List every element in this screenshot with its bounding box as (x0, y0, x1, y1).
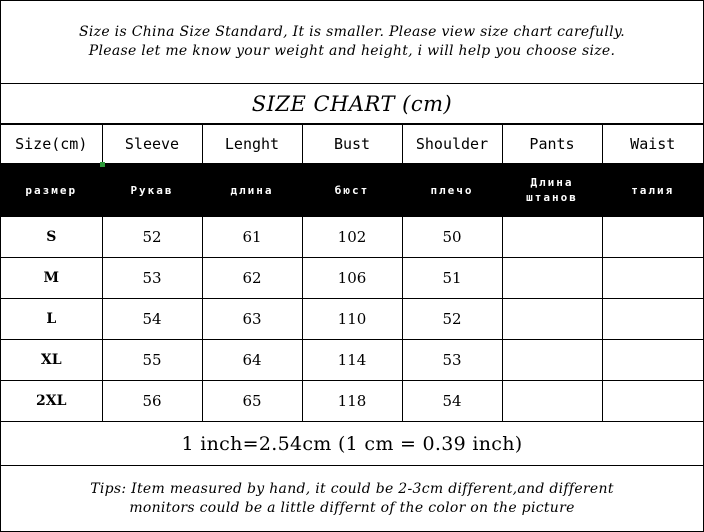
pants-cell (502, 299, 602, 340)
size-cell: 2XL (1, 381, 102, 422)
bust-cell: 102 (302, 217, 402, 258)
size-cell: S (1, 217, 102, 258)
sleeve-cell: 54 (102, 299, 202, 340)
size-notice (1, 1, 703, 84)
col-header-length: Lenght (202, 125, 302, 164)
waist-cell (602, 299, 703, 340)
size-cell: XL (1, 340, 102, 381)
table-row (1, 217, 703, 258)
size-cell: M (1, 258, 102, 299)
shoulder-cell: 54 (402, 381, 502, 422)
unit-conversion-bar (1, 421, 703, 466)
green-corner-mark (100, 162, 105, 167)
bust-cell: 114 (302, 340, 402, 381)
length-cell: 63 (202, 299, 302, 340)
chart-title: SIZE CHART (cm) (251, 91, 453, 116)
col-header-ru-length: длина (202, 164, 302, 217)
bust-cell: 118 (302, 381, 402, 422)
length-cell: 62 (202, 258, 302, 299)
table-row (1, 340, 703, 381)
col-header-ru-sleeve: Рукав (102, 164, 202, 217)
sleeve-cell: 55 (102, 340, 202, 381)
length-cell: 61 (202, 217, 302, 258)
sleeve-cell: 56 (102, 381, 202, 422)
size-cell: L (1, 299, 102, 340)
pants-cell (502, 381, 602, 422)
size-notice-line-2: Please let me know your weight and height, i will help you choose size. (88, 43, 616, 59)
col-header-waist: Waist (602, 125, 703, 164)
bust-cell: 110 (302, 299, 402, 340)
col-header-sleeve: Sleeve (102, 125, 202, 164)
col-header-pants: Pants (502, 125, 602, 164)
pants-cell (502, 258, 602, 299)
shoulder-cell: 51 (402, 258, 502, 299)
col-header-ru-bust: бюст (302, 164, 402, 217)
header-row-russian (1, 164, 703, 217)
col-header-ru-pants: Длина штанов (502, 164, 602, 217)
table-row (1, 258, 703, 299)
chart-title-bar (1, 84, 703, 124)
waist-cell (602, 340, 703, 381)
size-notice-line-1: Size is China Size Standard, It is smaller. Please view size chart carefully. (79, 24, 625, 40)
size-table (1, 124, 703, 422)
pants-cell (502, 340, 602, 381)
shoulder-cell: 50 (402, 217, 502, 258)
col-header-shoulder: Shoulder (402, 125, 502, 164)
col-header-ru-shoulder: плечо (402, 164, 502, 217)
waist-cell (602, 381, 703, 422)
shoulder-cell: 52 (402, 299, 502, 340)
col-header-ru-waist: талия (602, 164, 703, 217)
waist-cell (602, 217, 703, 258)
length-cell: 64 (202, 340, 302, 381)
tips-line-2: monitors could be a little differnt of the color on the picture (129, 499, 575, 516)
bust-cell: 106 (302, 258, 402, 299)
col-header-bust: Bust (302, 125, 402, 164)
col-header-ru-size: размер (1, 164, 102, 217)
table-row (1, 381, 703, 422)
shoulder-cell: 53 (402, 340, 502, 381)
table-row (1, 299, 703, 340)
tips-line-1: Tips: Item measured by hand, it could be 2-3cm different,and different (90, 480, 614, 497)
sleeve-cell: 52 (102, 217, 202, 258)
length-cell: 65 (202, 381, 302, 422)
tips-note (1, 466, 703, 531)
waist-cell (602, 258, 703, 299)
header-row-english (1, 125, 703, 164)
col-header-size: Size(cm) (1, 125, 102, 164)
unit-conversion-text: 1 inch=2.54cm (1 cm = 0.39 inch) (181, 432, 523, 455)
sleeve-cell: 53 (102, 258, 202, 299)
pants-cell (502, 217, 602, 258)
